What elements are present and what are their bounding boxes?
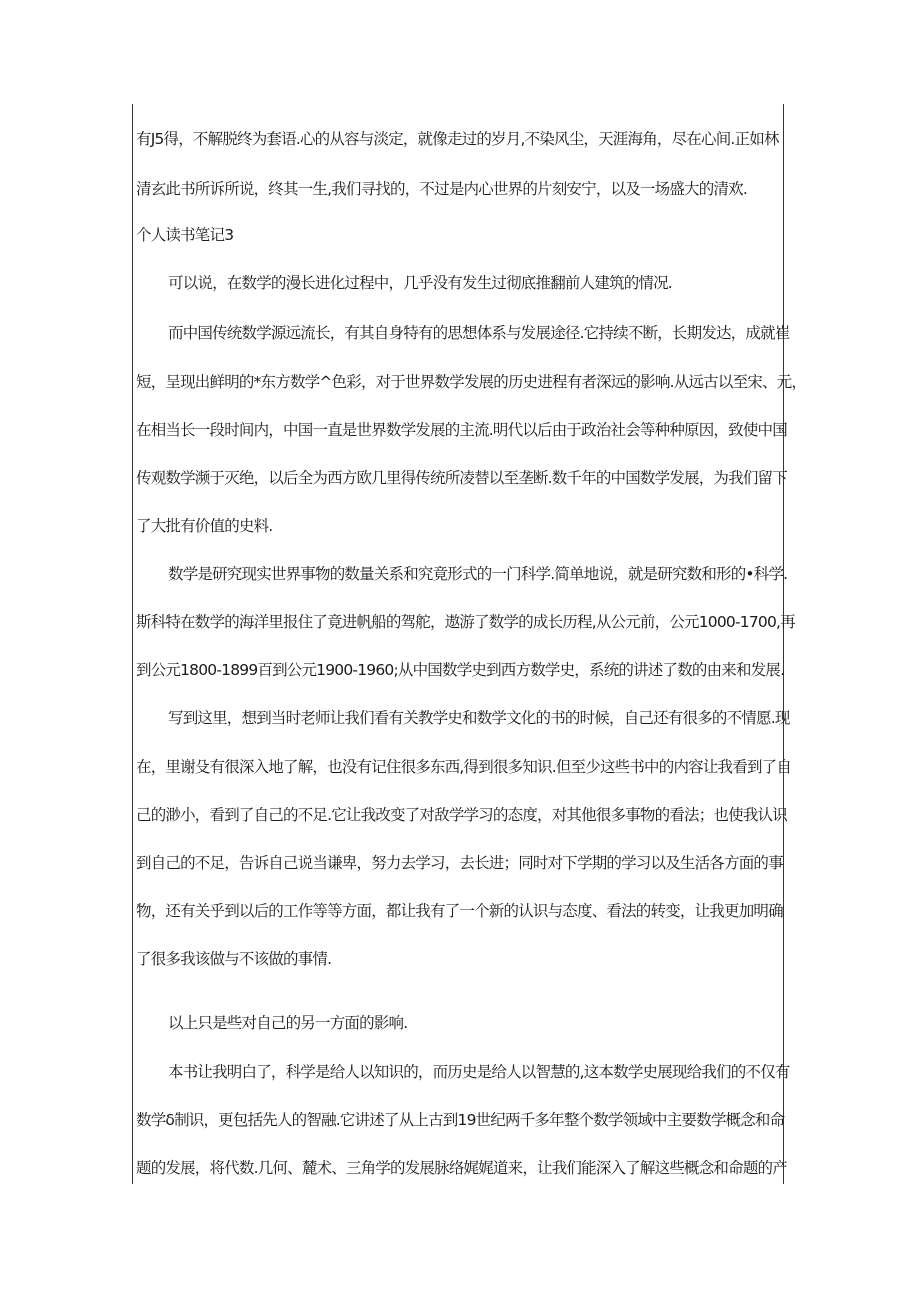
text-line: 本书让我明白了，科学是给人以知识的，而历史是给人以智慧的,这本数学史展现给我们的不仅有 [168,1063,790,1081]
text-line: 到公元1800-1899百到公元1900-1960;从中国数学史到西方数学史，系统的讲述了数的由来和发展. [136,661,785,679]
text-line: 短，呈现出鲜明的*东方数学^色彩，对于世界数学发展的历史进程有者深远的影响.从远古以至宋、元， [136,373,807,391]
text-line: 清玄此书所诉所说，终其一生,我们寻找的，不过是内心世界的片刻安宁，以及一场盛大的清欢. [136,180,747,198]
text-line: 写到这里，想到当时老师让我们看有关教学史和数学文化的书的时候，自己还有很多的不情愿.现 [168,709,790,727]
text-line: 数学δ制识，更包括先人的智融.它讲述了从上古到19世纪两千多年整个数学领域中主要数学概念和命 [136,1111,785,1129]
section-heading: 个人读书笔记3 [136,226,234,244]
text-line: 可以说，在数学的漫长进化过程中，几乎没有发生过彻底推翻前人建筑的情况. [168,274,672,292]
text-line: 在，里谢殳有很深入地了解，也没有记住很多东西,得到很多知识.但至少这些书中的内容让我看到了自 [136,758,792,776]
text-line: 题的发展，将代数.几何、麓术、三角学的发展脉络娓娓道来，让我们能深入了解这些概念和命题的产 [136,1159,787,1177]
text-line: 而中国传统数学源远流长，有其自身特有的思想体系与发展途径.它持续不断，长期发达，成就崔 [168,324,790,342]
text-line: 数学是研究现实世界事物的数量关系和究竟形式的一门科学.简单地说，就是研究数和形的•科学. [168,565,788,583]
text-line: 斯科特在数学的海洋里报住了竟进帆船的驾舵，遨游了数学的成长历程,从公元前，公元1000-1700,再 [136,613,795,631]
text-line: 以上只是些对自己的另一方面的影响. [168,1014,408,1032]
text-line: 传观数学濒于灭绝，以后全为西方欧几里得传统所凌替以至垄断.数千年的中国数学发展，为我们留下 [136,469,787,487]
text-line: 到自己的不足，告诉自己说当谦卑，努力去学习，去长进；同时对下学期的学习以及生活各方面的事 [136,854,783,872]
text-line: 了大批有价值的史料. [136,517,273,535]
text-line: 物，还有关乎到以后的工作等等方面，都让我有了一个新的认识与态度、看法的转变，让我更加明确 [136,902,783,920]
text-line: 了很多我该做与不该做的事情. [136,950,332,968]
text-line: 己的渺小，看到了自己的不足.它让我改变了对敌学学习的态度，对其他很多事物的看法；也使我认识 [136,806,787,824]
text-line: 有J5得，不解脱终为套语.心的从容与淡定，就像走过的岁月,不染风尘，天涯海角，尽在心间.正如林 [136,130,779,148]
text-line: 在相当长一段时间内，中国一直是世界数学发展的主流.明代以后由于政治社会等种种原因，致使中国 [136,421,787,439]
